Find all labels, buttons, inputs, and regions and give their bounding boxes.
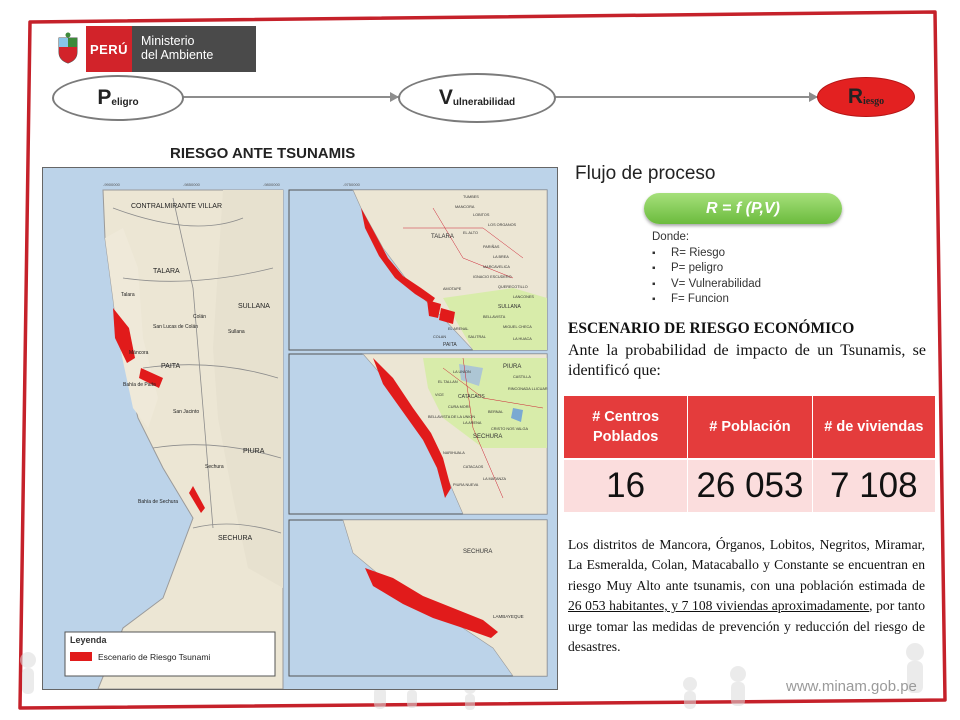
map-label: TALARA — [153, 268, 180, 275]
legend-swatch — [70, 652, 92, 661]
map-label: PIURA — [503, 364, 522, 370]
column-header: # de viviendas — [812, 396, 935, 459]
logo-ministry-line2: del Ambiente — [141, 48, 214, 62]
map-label: EL ALTO — [463, 231, 478, 235]
map-label: PIURA NUEVA — [453, 483, 479, 487]
logo-ministry-line1: Ministerio — [141, 34, 195, 48]
districts-paragraph — [568, 535, 925, 657]
stats-table — [564, 396, 935, 512]
map-label: MARCAVELICA — [483, 265, 510, 269]
map-label: SECHURA — [218, 535, 253, 542]
map-label: CATACAOS — [458, 394, 485, 400]
column-header: # Centros Poblados — [564, 396, 688, 459]
logo-country: PERÚ — [86, 26, 132, 72]
map-label: PAITA — [443, 342, 457, 348]
step-rest: eligro — [111, 96, 139, 108]
map-label: MANCORA — [455, 205, 475, 209]
map-label: IGNACIO ESCUDERO — [473, 275, 512, 279]
legend-title: Leyenda — [70, 635, 107, 645]
table-row — [564, 459, 935, 512]
list-item: ▪ P= peligro — [652, 261, 761, 277]
map-label: LOBITOS — [473, 213, 490, 217]
stat-value: 16 — [564, 459, 688, 512]
map-label: TUMBES — [463, 195, 479, 199]
map-label: PARIÑAS — [483, 245, 500, 249]
map-label: LA BREA — [493, 255, 509, 259]
map-label: MIGUEL CHECA — [503, 325, 532, 329]
map-label: CRISTO NOS VALGA — [491, 427, 528, 431]
column-header: # Población — [688, 396, 812, 459]
map-label: LANCONES — [513, 295, 534, 299]
website-url: www.minam.gob.pe — [786, 678, 917, 695]
process-title: Flujo de proceso — [575, 163, 716, 184]
formula-badge: R = f (P,V) — [644, 193, 842, 224]
coat-of-arms-icon — [50, 26, 86, 72]
map-label: BELLAVISTA DE LA UNION — [428, 415, 476, 419]
map-label: LA MATANZA — [483, 477, 507, 481]
scenario-body: Ante la probabilidad de impacto de un Tsunamis, se identificó que: — [568, 342, 926, 379]
map-scale-label: -9850000 — [183, 182, 200, 187]
scenario-section — [568, 320, 926, 381]
map-legend — [65, 632, 275, 676]
definition-list — [652, 246, 761, 308]
step-initial: V — [438, 86, 453, 109]
step-vulnerabilidad — [398, 73, 556, 123]
where-label: Donde: — [652, 231, 690, 243]
map-label: LA UNION — [453, 370, 471, 374]
districts-highlight: 26 053 habitantes, y 7 108 viviendas aproximadamente — [568, 598, 870, 614]
map-label: SULLANA — [498, 304, 521, 310]
map-label: QUERECOTILLO — [498, 285, 528, 289]
map-inset-piura — [289, 354, 548, 514]
map-scale-label: -9900000 — [103, 182, 120, 187]
stat-value: 26 053 — [688, 459, 812, 512]
map-label: BELLAVISTA — [483, 315, 506, 319]
map-label: Máncora — [129, 350, 149, 356]
map-label: LA HUACA — [513, 337, 532, 341]
map-label: Sullana — [228, 329, 245, 335]
logo-ministry-name — [132, 26, 256, 72]
tsunami-risk-map — [42, 167, 558, 690]
map-label: VICE — [435, 393, 444, 397]
list-item: ▪ V= Vulnerabilidad — [652, 277, 761, 293]
map-graphic — [43, 168, 557, 689]
map-label: CONTRALMIRANTE VILLAR — [131, 203, 223, 210]
map-title: RIESGO ANTE TSUNAMIS — [170, 145, 356, 162]
map-label: AMOTAPE — [443, 287, 462, 291]
list-item: ▪ F= Funcion — [652, 292, 761, 308]
map-label: LA ARENA — [463, 421, 482, 425]
map-label: Bahía de Sechura — [138, 499, 179, 505]
map-label: RINCONADA LLICUAR — [508, 387, 548, 391]
map-scale-label: -9750000 — [343, 182, 360, 187]
map-label: CURA MORI — [448, 405, 470, 409]
map-label: San Lucas de Colán — [153, 324, 199, 330]
legend-label: Escenario de Riesgo Tsunami — [98, 652, 211, 662]
map-label: LOS ORGANOS — [488, 223, 517, 227]
step-rest: iesgo — [863, 95, 885, 107]
map-label: PIURA — [243, 448, 265, 455]
map-label: Colán — [193, 314, 207, 320]
districts-text: Los distritos de Mancora, Órganos, Lobitos, Negritos, Miramar, La Esmeralda, Colan, Matacaballo y Constante se encuentran en riesgo Muy Alto ante tsunamis, con una población estimada de — [568, 537, 925, 593]
map-label: EL TALLAN — [438, 380, 458, 384]
map-label: CATACAOS — [463, 465, 484, 469]
map-label: SECHURA — [463, 549, 493, 555]
ministry-logo — [50, 26, 256, 72]
map-label: SECHURA — [473, 434, 503, 440]
step-rest: ulnerabilidad — [452, 96, 516, 108]
step-riesgo — [817, 77, 915, 117]
map-inset-talara — [289, 190, 547, 350]
map-label: Talara — [121, 292, 135, 298]
step-initial: R — [847, 85, 864, 108]
map-label: LAMBAYEQUE — [493, 614, 524, 619]
map-label: PAITA — [161, 363, 181, 370]
map-label: BERNAL — [488, 410, 504, 414]
step-initial: P — [97, 86, 112, 109]
map-label: EL ARENAL — [448, 327, 469, 331]
districts-text-end: , por tanto urge tomar las medidas de prevención y reducción del riesgo de desastres. — [568, 598, 925, 655]
map-label: SULLANA — [238, 303, 270, 310]
map-label: Bahía de Paita — [123, 382, 156, 388]
map-label: San Jacinto — [173, 409, 200, 415]
scenario-heading: ESCENARIO DE RIESGO ECONÓMICO — [568, 320, 855, 337]
map-label: COLAN — [433, 335, 447, 339]
table-header-row — [564, 396, 935, 459]
map-inset-sechura — [289, 520, 547, 676]
map-scale-label: -9800000 — [263, 182, 280, 187]
list-item: ▪ R= Riesgo — [652, 246, 761, 262]
map-label: TALARA — [431, 234, 454, 240]
map-label: CASTILLA — [513, 375, 531, 379]
map-label: Sechura — [205, 464, 224, 470]
map-label: NARIHUALA — [443, 451, 465, 455]
formula-definitions — [652, 230, 761, 308]
step-peligro — [52, 75, 184, 121]
map-label: SALITRAL — [468, 335, 486, 339]
stat-value: 7 108 — [812, 459, 935, 512]
